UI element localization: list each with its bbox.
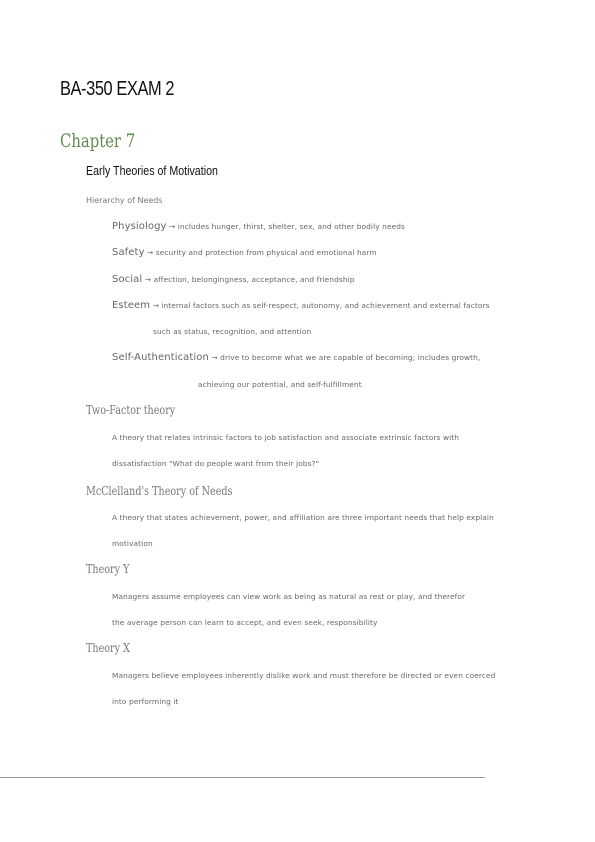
hierarchy-term: Esteem	[112, 300, 151, 311]
theory-x-line: Managers believe employees inherently dislike work and must therefore be directed or even coerced	[112, 671, 496, 680]
theory-y-line: the average person can learn to accept, and even seek, responsibility	[112, 618, 378, 627]
chapter-heading: Chapter 7	[60, 130, 136, 152]
two-factor-line: dissatisfaction "What do people want from their jobs?"	[112, 459, 320, 468]
hierarchy-continuation: such as status, recognition, and attention	[153, 327, 312, 336]
mcclelland-line: motivation	[112, 539, 153, 548]
mcclelland-heading: McClelland's Theory of Needs	[86, 484, 233, 498]
theory-x-heading: Theory X	[86, 641, 130, 655]
hierarchy-term: Safety	[112, 247, 145, 258]
hierarchy-item	[112, 300, 490, 311]
hierarchy-text: → security and protection from physical and emotional harm	[147, 248, 377, 257]
two-factor-heading: Two-Factor theory	[86, 403, 176, 417]
hierarchy-term: Social	[112, 274, 143, 285]
mcclelland-line: A theory that states achievement, power, and affiliation are three important needs that help explain	[112, 513, 494, 522]
hierarchy-text: → includes hunger, thirst, shelter, sex, and other bodily needs	[169, 222, 405, 231]
hierarchy-item	[112, 352, 480, 363]
page-title: BA-350 EXAM 2	[60, 78, 175, 100]
hierarchy-item	[112, 221, 405, 232]
hierarchy-continuation: achieving our potential, and self-fulfillment	[198, 380, 362, 389]
hierarchy-heading: Hierarchy of Needs	[86, 196, 163, 205]
hierarchy-text: → affection, belongingness, acceptance, and friendship	[144, 275, 355, 284]
theory-x-line: into performing it	[112, 697, 179, 706]
hierarchy-text: → internal factors such as self-respect, autonomy, and achievement and external factors	[152, 301, 490, 310]
hierarchy-term: Self-Authentication	[112, 352, 209, 363]
theory-y-heading: Theory Y	[86, 562, 130, 576]
hierarchy-text: → drive to become what we are capable of becoming; includes growth,	[211, 353, 481, 362]
footer-divider	[0, 777, 485, 778]
two-factor-line: A theory that relates intrinsic factors to job satisfaction and associate extrinsic factors with	[112, 433, 460, 442]
section-heading: Early Theories of Motivation	[86, 163, 218, 178]
hierarchy-term: Physiology	[112, 221, 167, 232]
hierarchy-item	[112, 247, 377, 258]
hierarchy-item	[112, 274, 355, 285]
theory-y-line: Managers assume employees can view work as being as natural as rest or play, and therefor	[112, 592, 466, 601]
